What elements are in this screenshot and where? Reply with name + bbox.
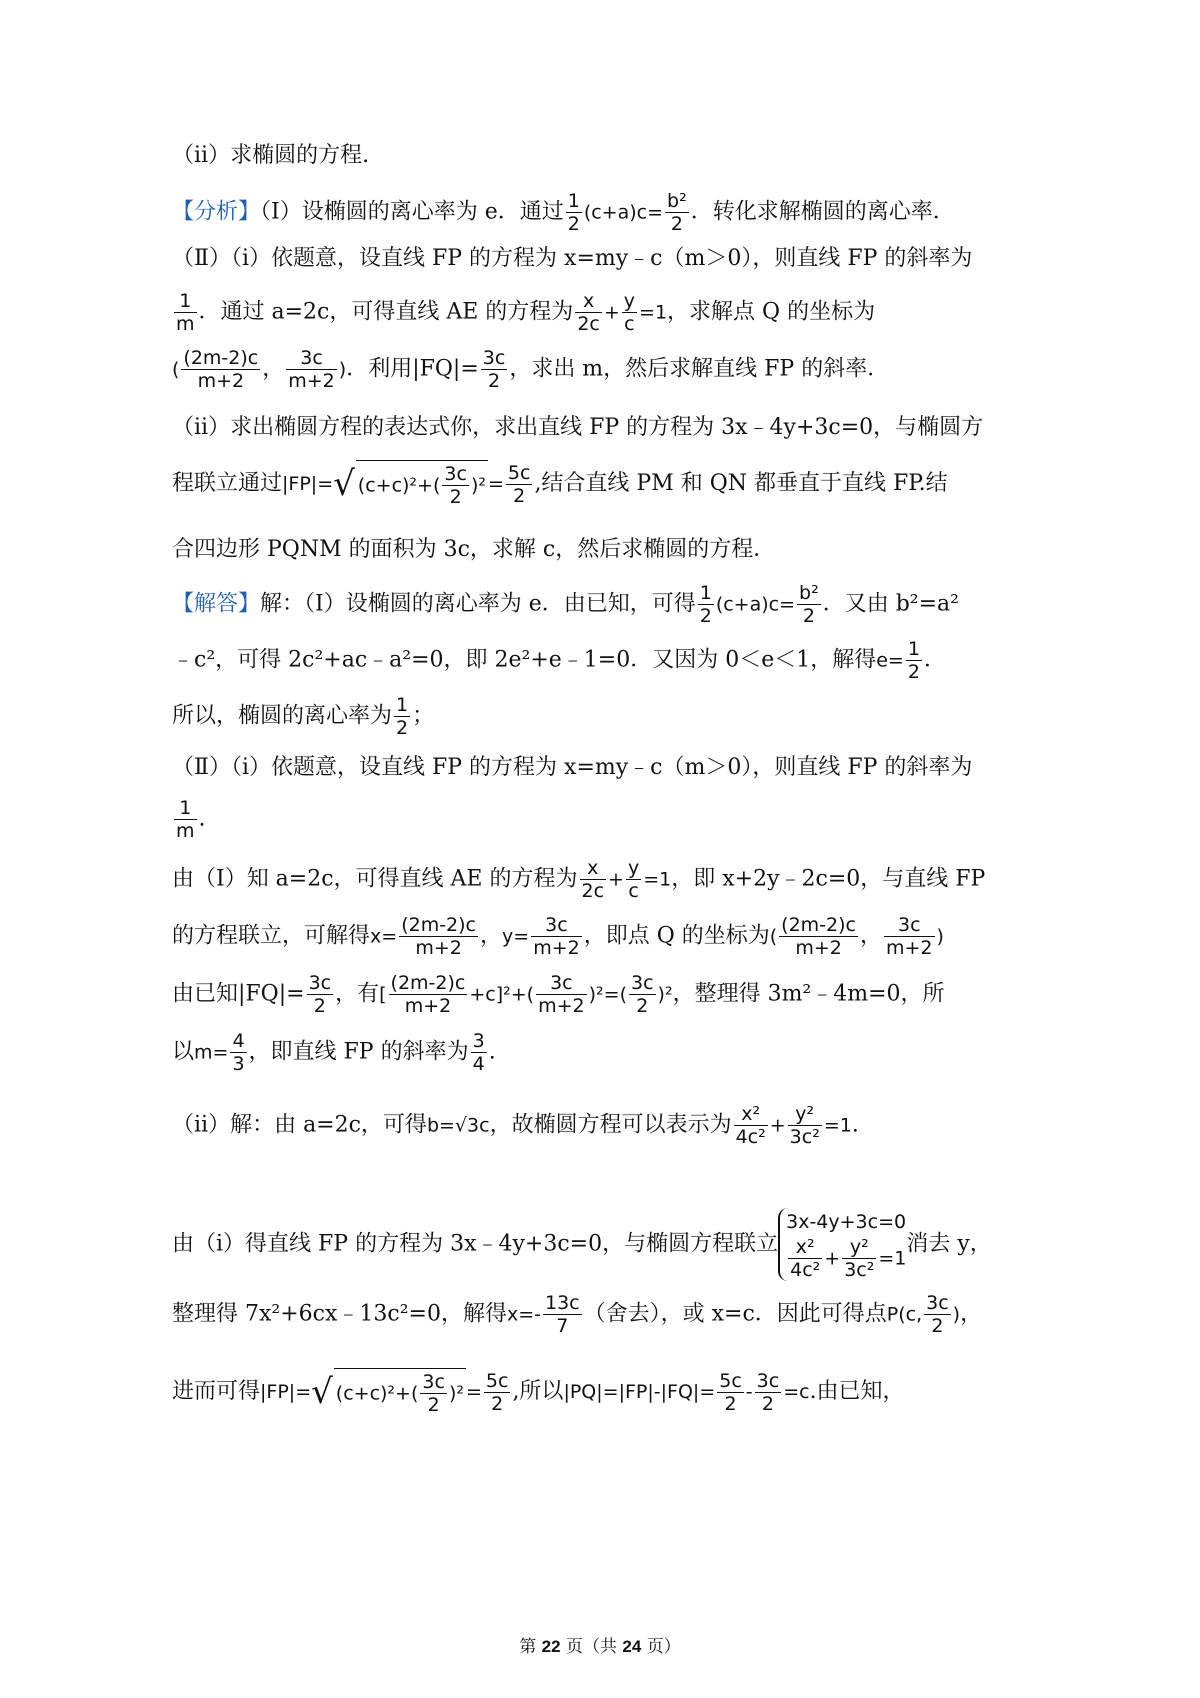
line-15: 的方程联立，可解得x= $\frac{(2m-2)c}{m+2}$ ，y= $\frac{3c}{m+2}$ ，即点 Q 的坐标为( $\frac{(2m-2)c}{m+2}$ ， $\frac{3c}{m+2}$ ): [172, 914, 944, 959]
text: 由（ⅰ）得直线 FP 的方程为 3x﹣4y+3c=0，与椭圆方程联立: [172, 1231, 779, 1257]
line-12: [172, 752, 1052, 784]
line-3: [172, 243, 1052, 275]
text: ，故椭圆方程可以表示为: [489, 1112, 732, 1138]
fraction: $\frac{\text{b²}}{2}$: [667, 190, 687, 235]
line-5: ( $\frac{(2m-2)c}{m+2}$ ， $\frac{3c}{m+2}$ )．利用|FQ|= $\frac{3c}{2}$ ，求出 m，然后求解直线 FP 的斜率．: [172, 347, 890, 392]
fraction: $\frac{1}{2}$: [567, 190, 580, 235]
line-17: 以m= $\frac{4}{3}$ ，即直线 FP 的斜率为 $\frac{3}{4}$ .: [172, 1030, 496, 1075]
sqrt-expr: (c+c)²+( $\frac{3c}{2}$ )²: [334, 1368, 466, 1416]
text: （ⅱ）求出椭圆方程的表达式你，求出直线 FP 的方程为 3x﹣4y+3c=0，与椭圆方: [172, 415, 984, 440]
line-4: $\frac{1}{m}$ ．通过 a=2c，可得直线 AE 的方程为 $\frac{x}{2c}$ + $\frac{y}{c}$ =1，求解点 Q 的坐标为: [176, 290, 876, 335]
text: ．又由 b²=a²: [822, 591, 959, 617]
text: ，整理得 3m²﹣4m=0，所: [672, 981, 945, 1007]
text: ，求解点 Q 的坐标为: [667, 299, 876, 325]
expr: (c+a)c=: [583, 201, 664, 224]
text: ，即点 Q 的坐标为: [583, 923, 770, 949]
line-20: 整理得 7x²+6cx﹣13c²=0，解得x=- $\frac{13c}{7}$ （舍去），或 x=c．因此可得点P(c, $\frac{3c}{2}$ )，: [172, 1292, 983, 1337]
text: 整理得 7x²+6cx﹣13c²=0，解得: [172, 1301, 507, 1327]
analysis-tag: 【分析】: [172, 199, 261, 225]
text: 解：（Ⅰ）设椭圆的离心率为 e．由已知，可得: [260, 591, 696, 617]
line-11: 所以，椭圆的离心率为 $\frac{1}{2}$ ；: [172, 694, 435, 739]
line-18: （ⅱ）解：由 a=2c，可得b=√3c，故椭圆方程可以表示为 $\frac{\text{x²}}{\text{4c²}}$ + $\frac{\text{y²}}{\text{3c²}}$ =1.: [172, 1103, 859, 1148]
page-footer: 第 22 页（共 24 页）: [519, 1637, 681, 1657]
line-13: $\frac{1}{m}$ .: [176, 797, 206, 842]
text: ．转化求解椭圆的离心率．: [690, 199, 955, 225]
text: 由（Ⅰ）知 a=2c，可得直线 AE 的方程为: [172, 866, 578, 892]
text: .由已知，: [809, 1379, 905, 1404]
text: 进而可得: [172, 1379, 261, 1404]
text: 消去 y，: [906, 1231, 992, 1257]
text: （Ⅱ）（ⅰ）依题意，设直线 FP 的方程为 x=my﹣c（m＞0），则直线 FP 的斜率为: [172, 755, 973, 780]
line-19: [172, 1208, 1052, 1281]
text: （舍去），或 x=c．因此可得点: [583, 1301, 887, 1327]
text: 程联立通过: [172, 471, 283, 496]
line-10: ﹣c²，可得 2c²+ac﹣a²=0，即 2e²+e﹣1=0．又因为 0＜e＜1，解得e= $\frac{1}{2}$ ．: [172, 638, 946, 683]
line-8: [172, 534, 1052, 566]
line-14: 由（Ⅰ）知 a=2c，可得直线 AE 的方程为 $\frac{x}{2c}$ + $\frac{y}{c}$ =1，即 x+2y﹣2c=0，与直线 FP: [172, 857, 986, 902]
text: ．利用|FQ|=: [346, 356, 479, 382]
answer-tag: 【解答】: [172, 591, 261, 617]
text: （ⅱ）求椭圆的方程.: [172, 143, 370, 168]
line-21: 进而可得|FP|=√ (c+c)²+( $\frac{3c}{2}$ )² = $\frac{5c}{2}$ ,所以|PQ|=|FP|-|FQ|= $\frac{5c}{2}$ - $\frac{3c}{2}$ =c.由已知，: [172, 1369, 905, 1416]
text: ,结合直线 PM 和 QN 都垂直于直线 FP.结: [534, 471, 948, 496]
sqrt-expr: (c+c)²+( $\frac{3c}{2}$ )²: [356, 460, 488, 508]
page-total: 24: [622, 1637, 642, 1656]
text: （Ⅱ）（ⅰ）依题意，设直线 FP 的方程为 x=my﹣c（m＞0），则直线 FP 的斜率为: [172, 246, 973, 271]
fraction: $\frac{3c}{m+2}$: [288, 347, 335, 392]
line-16: 由已知|FQ|= $\frac{3c}{2}$ ，有[ $\frac{(2m-2)c}{m+2}$ +c]²+( $\frac{3c}{m+2}$ )²=( $\frac{3c}{2}$ )²，整理得 3m²﹣4m=0，所: [172, 972, 945, 1017]
page-number: 22: [541, 1637, 561, 1656]
fraction: $\frac{y}{c}$: [623, 290, 636, 335]
fraction: $\frac{1}{m}$: [176, 290, 195, 335]
text: （Ⅰ）设椭圆的离心率为 e．通过: [260, 199, 564, 225]
fraction: $\frac{x}{2c}$: [577, 290, 600, 335]
line-1: [172, 140, 1052, 172]
text: ﹣c²，可得 2c²+ac﹣a²=0，即 2e²+e﹣1=0．又因为 0＜e＜1，解得: [172, 647, 877, 673]
line-7: 程联立通过|FP|=√ (c+c)²+( $\frac{3c}{2}$ )² = $\frac{5c}{2}$ ,结合直线 PM 和 QN 都垂直于直线 FP.结: [172, 461, 948, 508]
text: ．通过 a=2c，可得直线 AE 的方程为: [198, 299, 574, 325]
text: ，求出 m，然后求解直线 FP 的斜率．: [509, 356, 890, 382]
text: ，即直线 FP 的斜率为: [248, 1039, 469, 1065]
equation-system: 3x-4y+3c=0 $\frac{\text{x²}}{\text{4c²}}$ + $\frac{\text{y²}}{\text{3c²}}$ =1: [778, 1208, 906, 1281]
fraction: $\frac{(2m-2)c}{m+2}$: [183, 347, 259, 392]
text: （ⅱ）解：由 a=2c，可得: [172, 1112, 427, 1138]
fraction: $\frac{3c}{2}$: [482, 347, 506, 392]
text: ,所以: [512, 1379, 564, 1404]
line-6: [172, 412, 1052, 444]
text: 合四边形 PQNM 的面积为 3c，求解 c，然后求椭圆的方程．: [172, 537, 776, 562]
text: 所以，椭圆的离心率为: [172, 703, 393, 729]
text: 由已知|FQ|=: [172, 981, 305, 1007]
line-2: [172, 190, 1052, 235]
line-9: 【解答】解：（Ⅰ）设椭圆的离心率为 e．由已知，可得 $\frac{1}{2}$ (c+a)c= $\frac{\text{b²}}{2}$ ．又由 b²=a²: [172, 582, 959, 627]
text: ，即 x+2y﹣2c=0，与直线 FP: [671, 866, 986, 892]
text: 的方程联立，可解得: [172, 923, 371, 949]
